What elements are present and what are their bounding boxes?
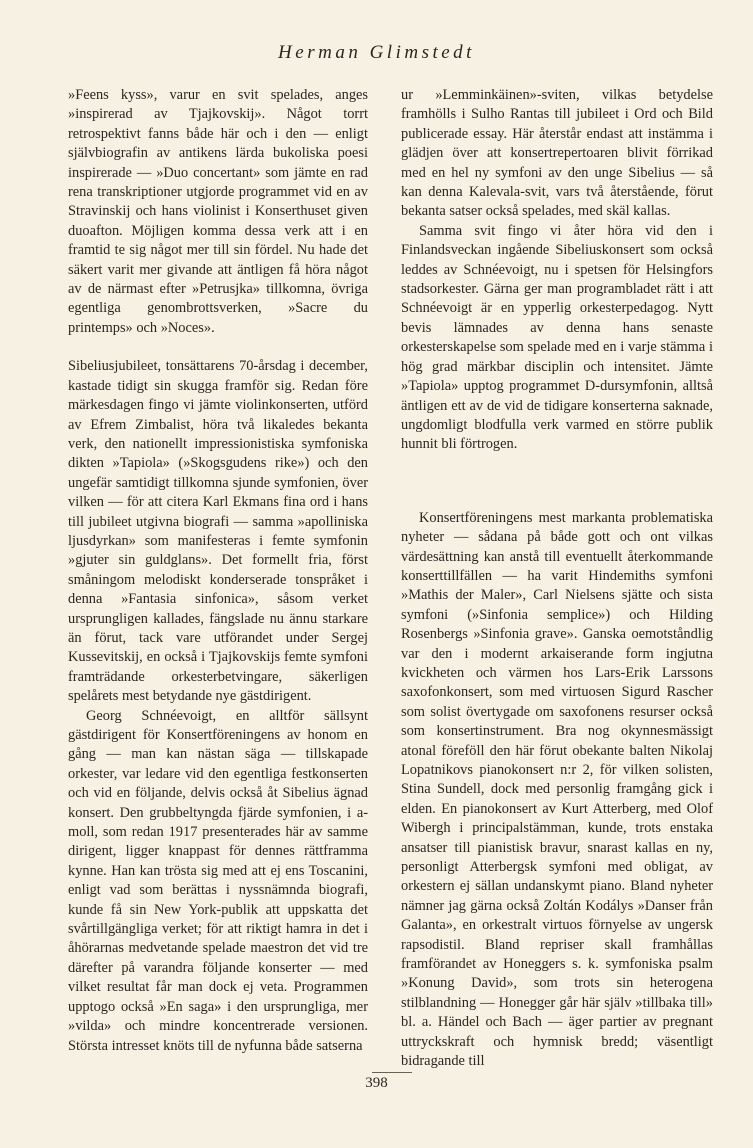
page-number: 398 [365,1075,388,1091]
left-column [68,86,368,1056]
paragraph: ur »Lemminkäinen»-sviten, vilkas betydelse framhölls i Sulho Rantas till jubileet i Ord och Bild publicerade essay. Här återstår endast att instämma i glädjen över att konsertrepertoaren blivit förrikad med en hel ny symfoni av den unge Sibelius — så kan denna Kalevala-svit, vars två återstående, förut bekanta satser också spelades, med skäl kallas. [401,87,713,220]
paragraph: Konsertföreningens mest markanta problematiska nyheter — sådana på både gott och ont vilkas värdesättning kan anstå till eventuellt återkommande konserttillfällen — ha varit Hindemiths symfoni »Mathis der Maler», Carl Nielsens sjätte och sista symfoni (»Sinfonia semplice») och Hilding Rosenbergs »Sinfonia grave». Ganska oemotståndlig var den i modernt arkaiserande form ingjutna kvickheten och värmen hos Lars-Erik Larssons saxofonkonsert, som med virtuosen Sigurd Rascher som solist övertygade om saxofonens resurser också som konsertinstrument. Bra nog okynnesmässigt atonal föreföll den här förut obekante balten Nikolaj Lopatnikovs pianokonsert n:r 2, för vilken solisten, Stina Sundell, dock med personlig framgång gick i elden. En pianokonsert av Kurt Atterberg, med Olof Wibergh i principalstämman, kunde, trots enstaka ansatser till pianistisk bravur, snarast kallas en ny, personligt Atterbergsk symfoni med obligat, av orkestern ej sällan undanskymt piano. Bland nyheter nämner jag gärna också Zoltán Kodálys »Danser från Galanta», en orkestralt virtuos förnyelse av ungersk rapsodistil. Bland repriser skall framhållas framförandet av Honeggers s. k. symfoniska psalm »Konung David», som trots sin heterogena stilblandning — Honegger går här själv »tillbaka till» bl. a. Händel och Bach — äger partier av pregnant uttryckskraft och hymnisk bredd; väsentligt bidragande till [401,509,713,1070]
page-number-rule [372,1072,412,1073]
paragraph: Georg Schnéevoigt, en alltför sällsynt gästdirigent för Konsertföreningens av honom en gång — man kan nästan säga — tillskapade orkester, var ledare vid den egentliga festkonserten och vid en följande, delvis också åt Sibelius ägnad konsert. Den grubbeltyngda fjärde symfonien, i a-moll, som redan 1917 presenterades här av samme dirigent, ligger knappast för dennes rättframma kynne. Han kan trösta sig med att ej ens Toscanini, enligt vad som berättas i nyssnämnda biografi, kunde få sin New York-publik att uppskatta det svårtillgängliga verket; för att riktigt hamra in det i åhörarnas medvetande spelade maestron det vid tre därefter på varandra följande konserter — med vilket resultat får man dock ej veta. Programmen upptogo också »En saga» i den ursprungliga, mer »vilda» och mindre koncentrerade versionen. Största intresset knöts till de nyfunna både satserna [68,707,368,1054]
paragraph: Sibeliusjubileet, tonsättarens 70-årsdag i december, kastade tidigt sin skugga framför sig. Redan före märkesdagen fingo vi jämte violinkonserten, utförd av Efrem Zimbalist, höra två likaledes bekanta verk, den nationellt impressionistiska symfoniska dikten »Tapiola» (»Skogsgudens rike») och den ungefär samtidigt tillkomna sjunde symfonien, över vilken — för att citera Karl Ekmans fina ord i hans till jubileet utgivna biografi — samma »apolliniska ljusdyrkan» som manifesteras i femte symfonin »gjuter sin guldglans». Det formellt fria, först småningom melodiskt konderserade tonspråket i denna »Fantasia sinfonica», såsom verket ursprungligen kallades, fängslade nu ännu starkare än förut, tack vare utförandet under Sergej Kussevitskij, en också i Tjajkovskijs femte symfoni framträdande orkesterbetvingare, säkerligen spelårets mest betydande nye gästdirigent. [68,358,368,705]
running-head: Herman Glimstedt [278,42,475,63]
paragraph: »Feens kyss», varur en svit spelades, anges »inspirerad av Tjajkovskij». Något torrt retrospektivt fanns både här och i den — enligt självbiografin av antikens lärda bukoliska poesi inspirerade — »Duo concertant» som jämte en rad rena transkriptioner utgjorde programmet vid en av Stravinskij och hans violinist i Konserthuset given duoafton. Möjligen komma dessa verk att i en framtid te sig något mer till sin fördel. Nu hade det säkert varit mer givande att äntligen få höra något av de närmast efter »Petrusjka» tillkomna, övriga egentliga genombrottsverken, »Sacre du printemps» och »Noces». [68,87,368,336]
paragraph: Samma svit fingo vi åter höra vid den i Finlandsveckan ingående Sibeliuskonsert som också leddes av Schnéevoigt, nu i spetsen för Helsingfors stadsorkester. Gärna ger man programbladet rätt i att Schnéevoigt är en ypperlig orkesterpedagog. Nytt bevis lämnades av denna hans senaste orkesterskapelse som spelade med en i varje stämma i hög grad märkbar disciplin och intensitet. Jämte »Tapiola» upptog programmet D-dursymfonin, alltså äntligen ett av de vid de tidigare konserterna saknade, ungdomligt blodfulla verk varmed en större publik hunnit bli förtrogen. [401,222,713,453]
right-column [401,86,713,1072]
